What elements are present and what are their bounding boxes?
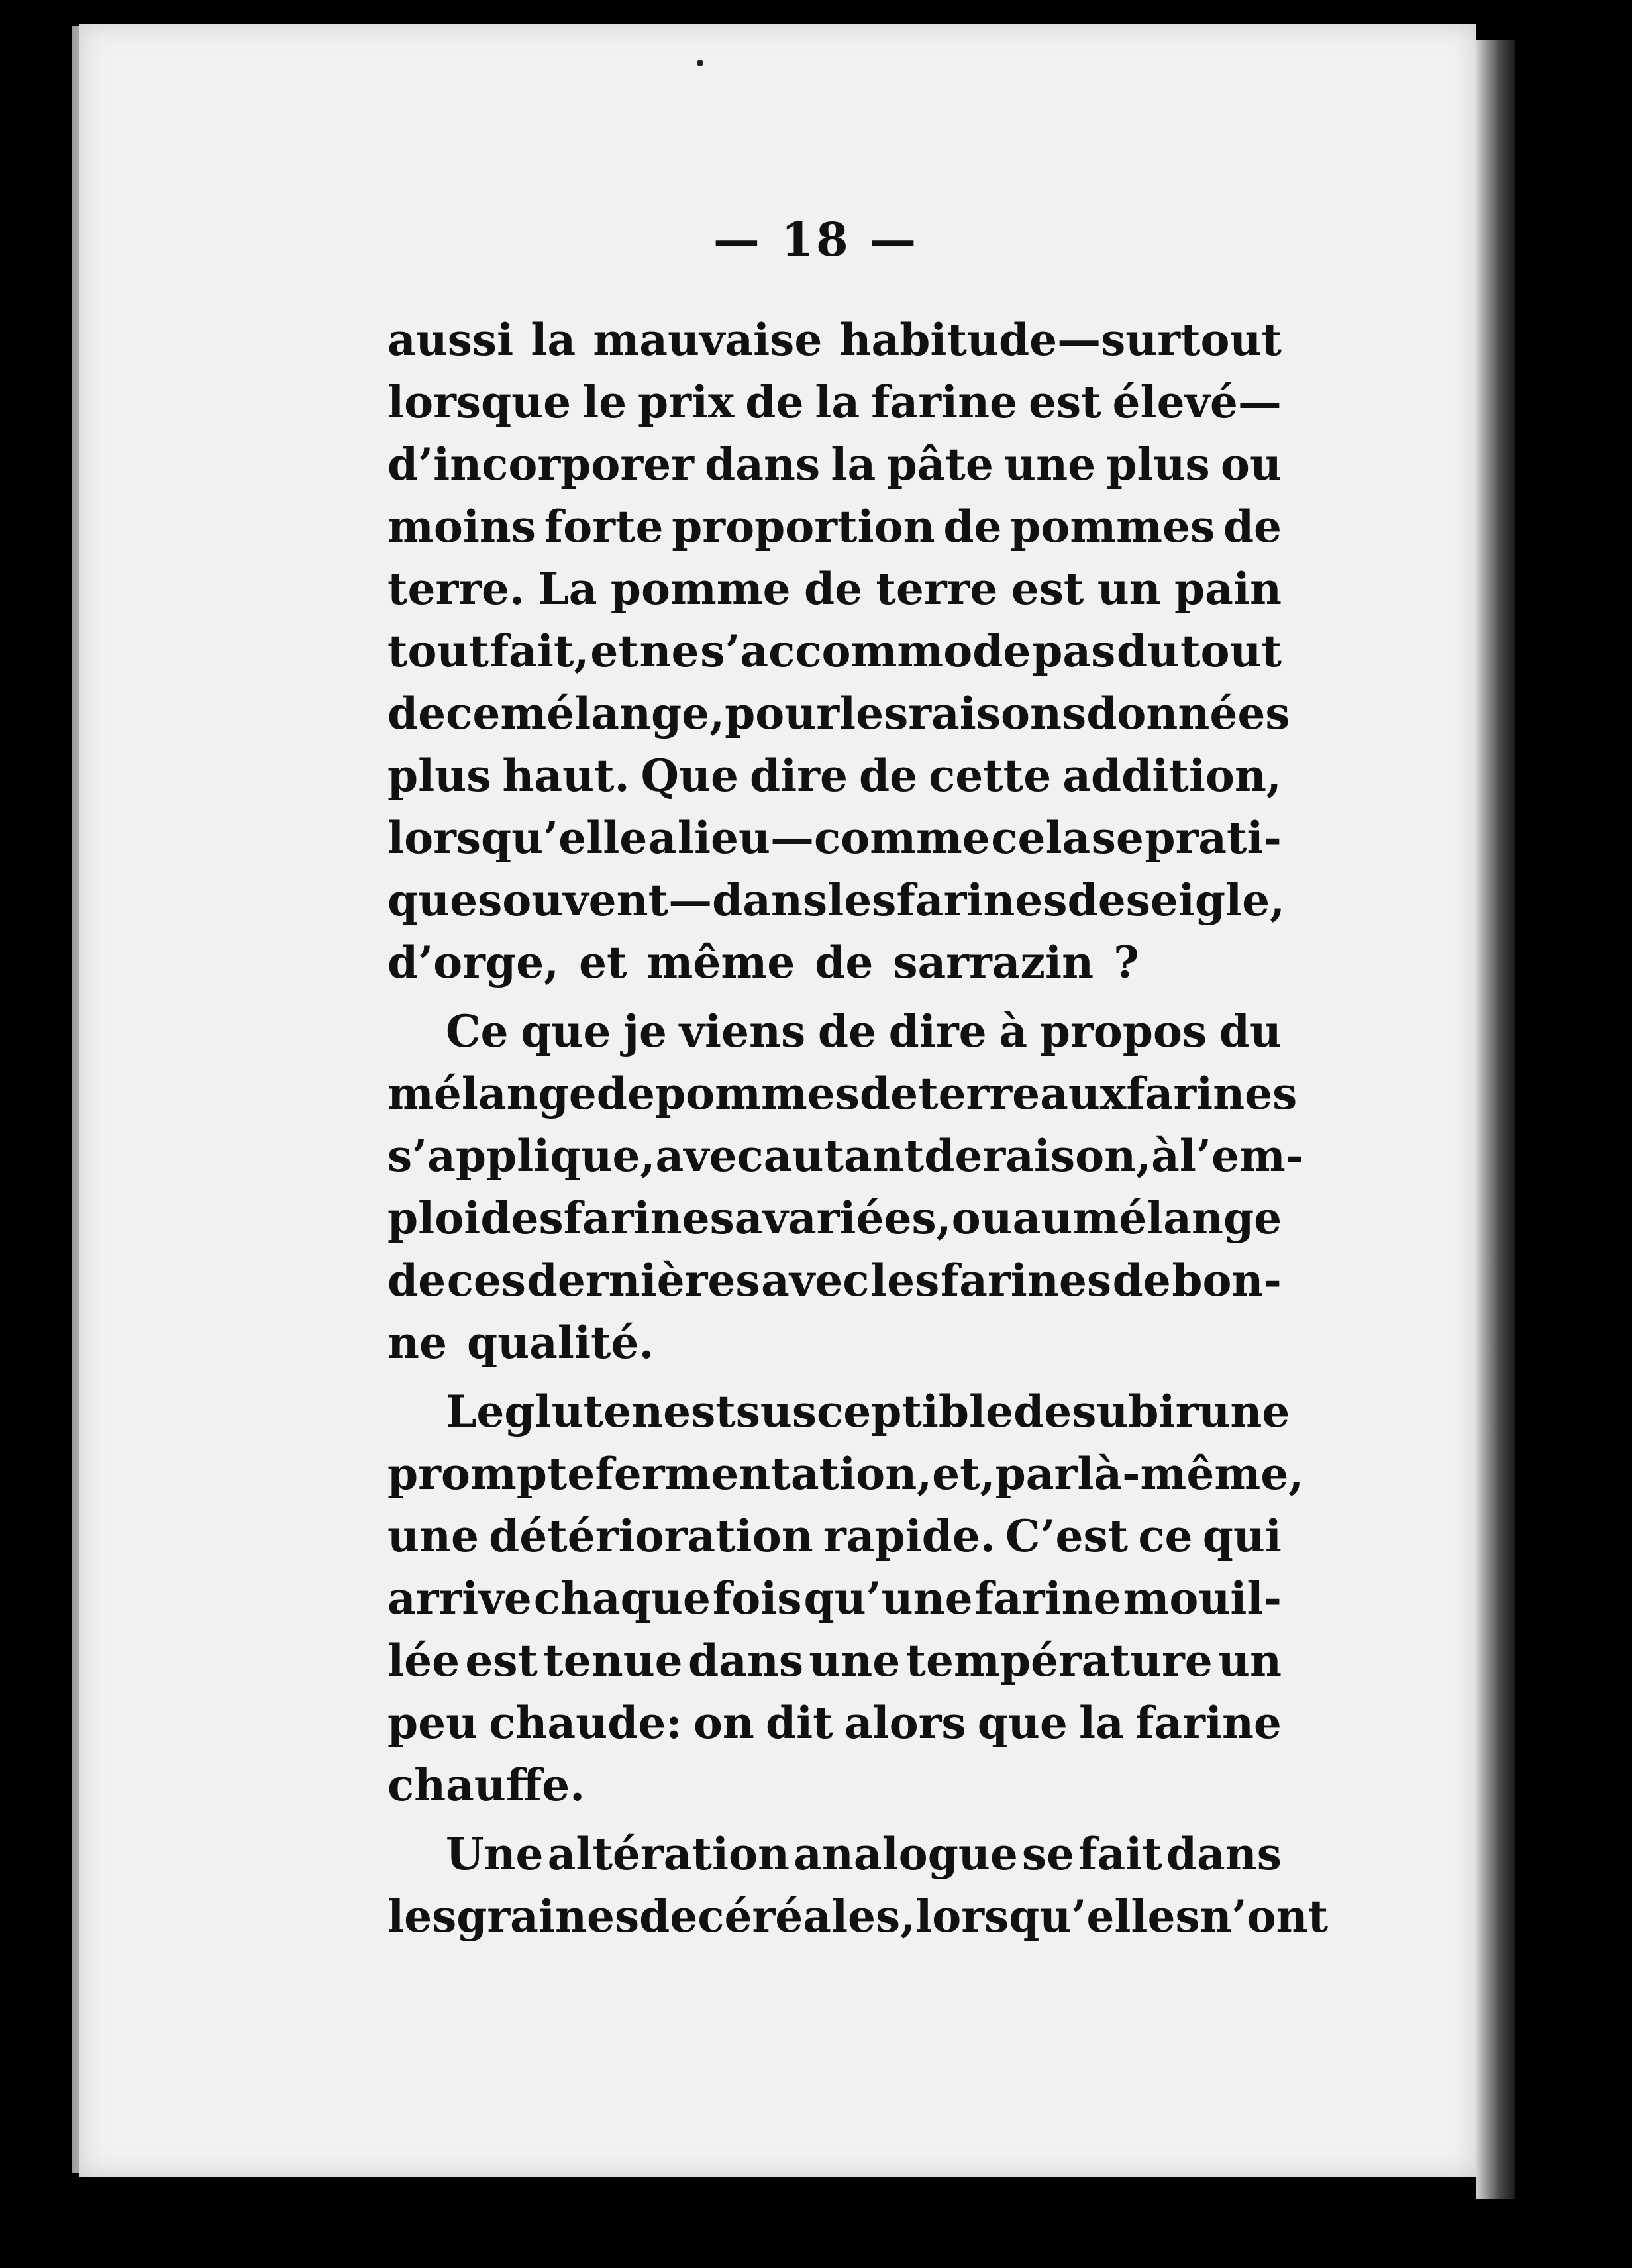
word: raisons <box>908 688 1087 739</box>
word: se <box>1091 812 1144 864</box>
word: fermentation, <box>595 1448 933 1500</box>
word: dire <box>888 1005 987 1057</box>
word: et <box>579 937 627 988</box>
word: terre <box>918 1068 1041 1119</box>
word: prompte <box>387 1448 595 1500</box>
word: souvent—dans <box>478 874 828 926</box>
word: C’est <box>1005 1510 1129 1562</box>
word: de <box>859 1068 919 1119</box>
word: pommes <box>654 1068 860 1119</box>
word: avariées, <box>734 1192 952 1244</box>
word: haut. <box>502 750 630 801</box>
word: à <box>999 1005 1028 1057</box>
word: les <box>839 688 909 739</box>
word: terre <box>876 563 998 615</box>
word: seigle, <box>1125 874 1286 926</box>
word: plus <box>387 750 491 801</box>
word: d’incorporer <box>387 438 694 490</box>
text-line <box>387 931 1282 994</box>
word: pomme <box>610 563 791 615</box>
word: pommes <box>1010 501 1215 552</box>
word: données <box>1086 688 1290 739</box>
word: les <box>870 1255 940 1306</box>
word: Une <box>446 1828 544 1880</box>
body-text <box>387 309 1329 1947</box>
word: pour <box>725 688 840 739</box>
word: cela <box>991 812 1091 864</box>
word: de <box>639 1890 698 1942</box>
text-line <box>387 1505 1282 1567</box>
page-number: — 18 — <box>713 212 919 267</box>
word: fois <box>712 1572 802 1624</box>
word: chauffe. <box>387 1759 586 1811</box>
word: et, <box>932 1448 995 1500</box>
text-line <box>387 309 1282 371</box>
text-line <box>387 1567 1282 1629</box>
word: qui <box>1202 1510 1282 1562</box>
word: graines <box>456 1890 640 1942</box>
text-line <box>387 1629 1282 1692</box>
word: ou <box>951 1192 1013 1244</box>
word: analogue <box>793 1828 1018 1880</box>
word: mélange, <box>500 688 725 739</box>
word: cette <box>929 750 1052 801</box>
word: au <box>1012 1192 1073 1244</box>
text-line <box>387 869 1286 931</box>
word: pain <box>1174 563 1282 615</box>
word: moins <box>387 501 536 552</box>
word: sarrazin <box>893 937 1094 988</box>
word: pâte <box>886 438 994 490</box>
word: que <box>977 1697 1068 1749</box>
word: terre. <box>387 563 525 615</box>
word: de <box>924 1130 983 1182</box>
word: de <box>1013 1386 1072 1437</box>
word: de <box>387 688 446 739</box>
word: farines <box>563 1192 735 1244</box>
word: dans <box>688 1635 804 1686</box>
word: avec <box>761 1255 870 1306</box>
word: a <box>648 812 677 864</box>
word: Le <box>446 1386 505 1437</box>
word: Que <box>640 750 739 801</box>
text-line <box>387 371 1282 433</box>
text-line <box>387 1249 1282 1312</box>
text-line <box>387 1125 1304 1187</box>
word: qualité. <box>466 1317 654 1368</box>
word: est <box>1028 376 1101 428</box>
word: tout <box>1180 625 1282 677</box>
word: chaude: <box>489 1697 682 1749</box>
word: les <box>387 1890 457 1942</box>
text-line <box>387 620 1282 682</box>
word: addition, <box>1062 750 1282 801</box>
word: un <box>1218 1635 1282 1686</box>
word: la <box>815 376 860 428</box>
word: n’ont <box>1199 1890 1329 1942</box>
word: chaque <box>533 1572 711 1624</box>
text-line <box>387 1443 1304 1505</box>
text-line <box>387 495 1282 558</box>
word: la <box>1078 1697 1124 1749</box>
word: arrive <box>387 1572 532 1624</box>
word: gluten <box>504 1386 664 1437</box>
text-line <box>387 433 1282 495</box>
word: est <box>465 1635 538 1686</box>
text-line <box>387 1187 1282 1249</box>
word: proportion <box>672 501 935 552</box>
word: le <box>582 376 627 428</box>
word: mélange <box>387 1068 597 1119</box>
text-line <box>387 807 1282 869</box>
word: de <box>943 501 1002 552</box>
word: fait <box>1078 1828 1162 1880</box>
book-spine-shadow <box>1476 40 1515 2199</box>
word: prati- <box>1145 812 1282 864</box>
word: d’orge, <box>387 937 560 988</box>
word: de <box>596 1068 655 1119</box>
text-line <box>387 1312 1282 1374</box>
word: dit <box>765 1697 833 1749</box>
word: farines <box>1126 1068 1298 1119</box>
word: prix <box>638 376 735 428</box>
word: autant <box>763 1130 925 1182</box>
word: fait, <box>489 625 589 677</box>
word: pas <box>1032 625 1116 677</box>
word: ces <box>446 1255 527 1306</box>
word: subir <box>1072 1386 1199 1437</box>
word: lorsqu’elle <box>387 812 648 864</box>
word: ne <box>639 625 699 677</box>
word: des <box>480 1192 564 1244</box>
word: de <box>858 750 918 801</box>
word: la <box>531 314 576 366</box>
word: alors <box>844 1697 966 1749</box>
text-line <box>387 1380 1290 1443</box>
text-line <box>387 1885 1329 1947</box>
word: que <box>521 1005 611 1057</box>
word: lée <box>387 1635 460 1686</box>
word: les <box>827 874 897 926</box>
word: s’accommode <box>700 625 1031 677</box>
word: s’applique, <box>387 1130 656 1182</box>
word: de <box>803 563 863 615</box>
word: une <box>1004 438 1096 490</box>
word: farine <box>1135 1697 1282 1749</box>
paragraph-gap <box>387 1816 1282 1823</box>
word: est <box>663 1386 736 1437</box>
word: là-même, <box>1077 1448 1304 1500</box>
paragraph-gap <box>387 994 1282 1000</box>
word: rapide. <box>823 1510 995 1562</box>
word: se <box>1021 1828 1075 1880</box>
word: farines <box>896 874 1068 926</box>
text-line <box>387 1823 1282 1885</box>
word: de <box>1223 501 1282 552</box>
word: plus <box>1106 438 1210 490</box>
text-line <box>387 1062 1298 1125</box>
text-line <box>387 1692 1282 1754</box>
word: élevé— <box>1112 376 1282 428</box>
speck <box>697 60 703 66</box>
word: de <box>387 1255 446 1306</box>
word: altération <box>547 1828 790 1880</box>
word: forte <box>544 501 664 552</box>
word: ? <box>1113 937 1139 988</box>
word: ou <box>1220 438 1282 490</box>
word: aux <box>1040 1068 1127 1119</box>
word: une <box>387 1510 479 1562</box>
word: ploi <box>387 1192 481 1244</box>
paragraph-gap <box>387 1374 1282 1380</box>
word: avec <box>655 1130 764 1182</box>
word: tout <box>387 625 489 677</box>
word: détérioration <box>489 1510 813 1562</box>
word: à <box>1151 1130 1180 1182</box>
word: qu’une <box>803 1572 973 1624</box>
word: farine <box>974 1572 1121 1624</box>
word: du <box>1219 1005 1282 1057</box>
word: farines <box>940 1255 1112 1306</box>
word: on <box>693 1697 754 1749</box>
word: viens <box>679 1005 806 1057</box>
word: l’em- <box>1179 1130 1304 1182</box>
word: lorsque <box>387 376 572 428</box>
word: et <box>590 625 638 677</box>
word: tenue <box>543 1635 683 1686</box>
word: ne <box>387 1317 447 1368</box>
word: une <box>1198 1386 1290 1437</box>
word: dans <box>705 438 821 490</box>
word: température <box>905 1635 1213 1686</box>
word: farine <box>871 376 1018 428</box>
text-line <box>387 745 1282 807</box>
word: habitude—surtout <box>839 314 1282 366</box>
word: ce <box>446 688 501 739</box>
word: du <box>1117 625 1180 677</box>
word: de <box>1112 1255 1171 1306</box>
word: est <box>1011 563 1084 615</box>
word: même <box>646 937 795 988</box>
word: je <box>623 1005 667 1057</box>
word: dans <box>1166 1828 1282 1880</box>
word: par <box>995 1448 1078 1500</box>
word: dernières <box>527 1255 760 1306</box>
word: de <box>745 376 804 428</box>
word: bon- <box>1172 1255 1282 1306</box>
word: dire <box>750 750 848 801</box>
word: mouil- <box>1123 1572 1282 1624</box>
word: que <box>387 874 478 926</box>
word: de <box>1067 874 1126 926</box>
word: peu <box>387 1697 478 1749</box>
word: lorsqu’elles <box>915 1890 1200 1942</box>
word: de <box>817 1005 876 1057</box>
word: raison, <box>982 1130 1152 1182</box>
word: mauvaise <box>593 314 823 366</box>
text-line <box>387 558 1282 620</box>
word: ce <box>1138 1510 1193 1562</box>
word: propos <box>1039 1005 1207 1057</box>
word: mélange <box>1072 1192 1282 1244</box>
word: de <box>815 937 874 988</box>
word: une <box>809 1635 901 1686</box>
word: lieu—comme <box>677 812 990 864</box>
word: un <box>1097 563 1161 615</box>
word: susceptible <box>735 1386 1014 1437</box>
text-line <box>387 1000 1282 1062</box>
word: Ce <box>446 1005 509 1057</box>
word: la <box>831 438 876 490</box>
word: céréales, <box>697 1890 916 1942</box>
text-line <box>387 682 1290 745</box>
text-line <box>387 1754 1282 1816</box>
word: La <box>538 563 597 615</box>
word: aussi <box>387 314 514 366</box>
